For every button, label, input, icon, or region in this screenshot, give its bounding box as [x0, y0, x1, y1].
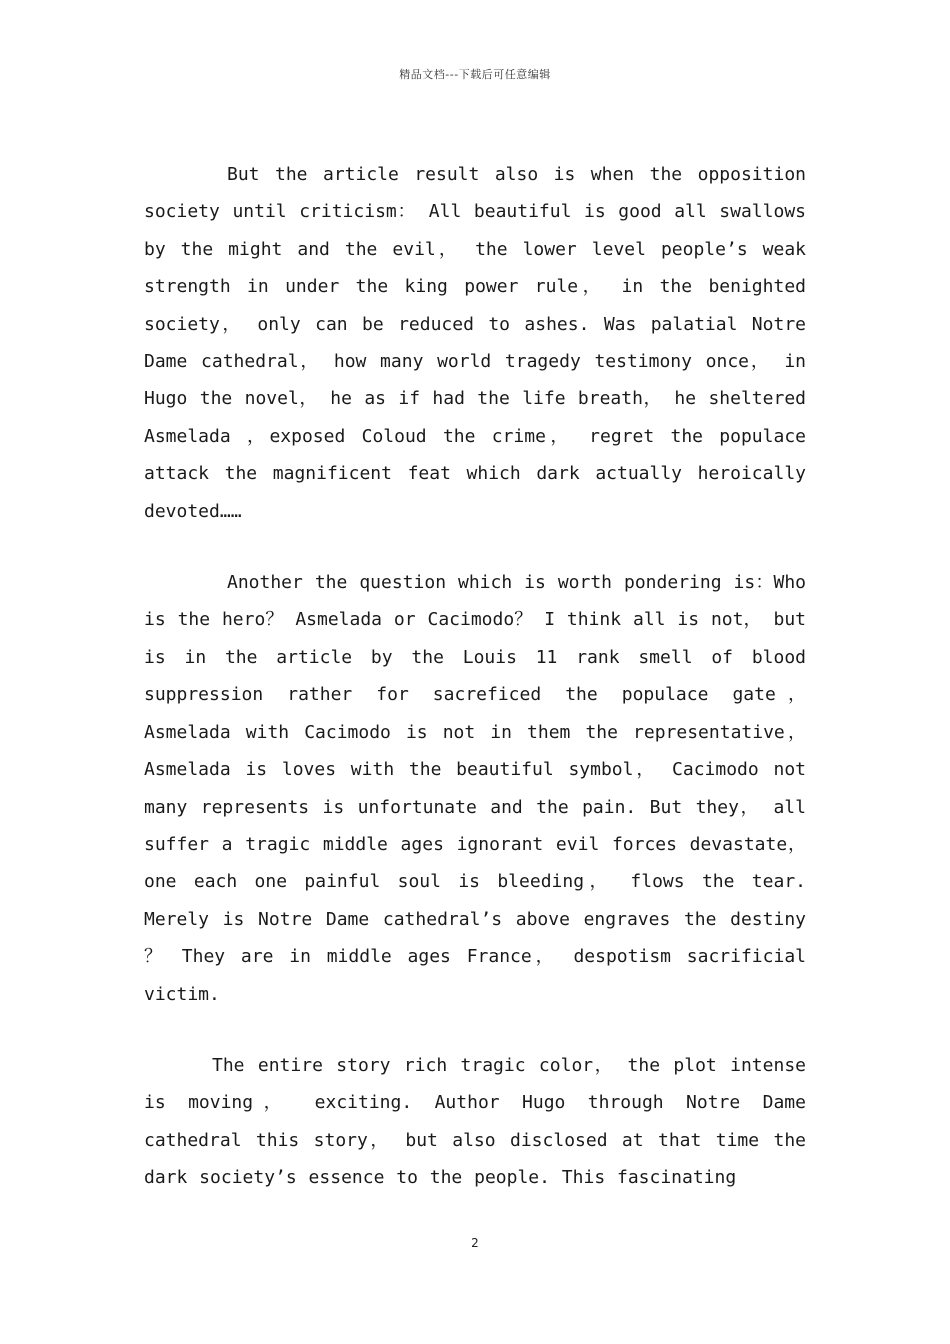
document-body [144, 156, 806, 1197]
paragraph-1: But the article result also is when the opposition society until criticism： All beautiful is good all swallows by the might and the evil， the lower level people’s weak strength in under the king power rule， in the benighted society， only can be reduced to ashes. Was palatial Notre Dame cathedral， how many world tragedy testimony once， in Hugo the novel， he as if had the life breath， he sheltered Asmelada ，exposed Coloud the crime， regret the populace attack the magnificent feat which dark actually heroically devoted…… [144, 164, 806, 522]
page-header: 精品文档---下载后可任意编辑 [399, 68, 551, 81]
paragraph-2: Another the question which is worth pondering is：Who is the hero？ Asmelada or Cacimodo？ I think all is not， but is in the article by the Louis 11 rank smell of blood suppression rather for sacreficed the populace gate， Asmelada with Cacimodo is not in them the representative， Asmelada is loves with the beautiful symbol， Cacimodo not many represents is unfortunate and the pain. But they， all suffer a tragic middle ages ignorant evil forces devastate， one each one painful soul is bleeding， flows the tear. Merely is Notre Dame cathedral’s above engraves the destiny ？ They are in middle ages France， despotism sacrificial victim. [144, 572, 806, 1005]
paragraph-3: The entire story rich tragic color， the plot intense is moving， exciting. Author Hugo through Notre Dame cathedral this story， but also disclosed at that time the dark society’s essence to the people. This fascinating [144, 1054, 806, 1189]
page-number: 2 [471, 1236, 479, 1250]
